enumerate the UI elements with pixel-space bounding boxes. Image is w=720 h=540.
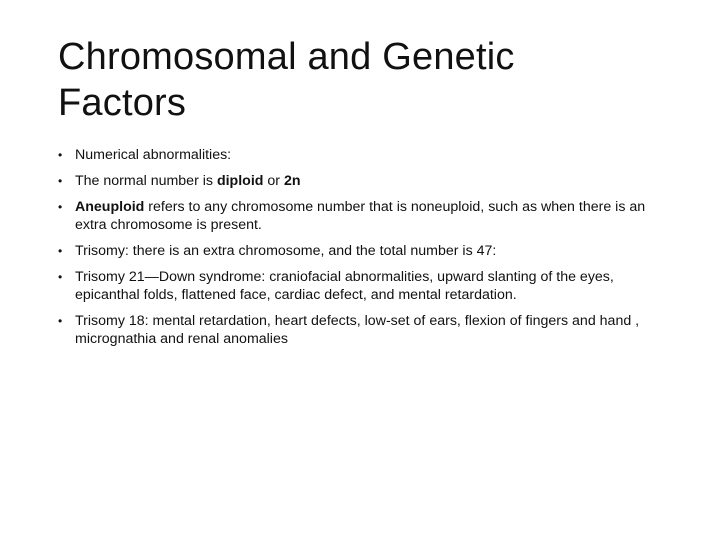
bullet-text: Trisomy 18: mental retardation, heart defects, low-set of ears, flexion of fingers and hand , micrognathia and renal anomalies xyxy=(75,313,640,347)
bullet-text-part: or xyxy=(263,173,284,189)
title-line-2: Factors xyxy=(58,82,187,124)
slide-title xyxy=(58,34,678,126)
bullet-item-aneuploid xyxy=(58,198,668,234)
bullet-item-trisomy xyxy=(58,242,668,260)
bullet-dot-icon: • xyxy=(58,174,63,188)
bullet-bold-term: 2n xyxy=(283,173,301,189)
bullet-list xyxy=(58,146,668,348)
bullet-text: Trisomy: there is an extra chromosome, and the total number is 47: xyxy=(75,243,497,259)
bullet-text: refers to any chromosome number that is noneuploid, such as when there is an extra chromosome is present. xyxy=(75,199,646,233)
bullet-bold-term: Aneuploid xyxy=(75,199,145,215)
bullet-item-trisomy-18 xyxy=(58,312,668,348)
bullet-dot-icon: • xyxy=(58,148,63,162)
bullet-item-trisomy-21 xyxy=(58,268,668,304)
bullet-item-numerical xyxy=(58,146,668,164)
title-line-1: Chromosomal and Genetic xyxy=(58,36,515,78)
bullet-dot-icon: • xyxy=(58,244,63,258)
bullet-text: Trisomy 21—Down syndrome: craniofacial abnormalities, upward slanting of the eyes, epicanthal folds, flattened face, cardiac defect, and mental retardation. xyxy=(75,269,614,303)
bullet-bold-term: diploid xyxy=(216,173,264,189)
bullet-dot-icon: • xyxy=(58,200,63,214)
bullet-dot-icon: • xyxy=(58,270,63,284)
bullet-text: Numerical abnormalities: xyxy=(75,147,232,163)
bullet-text-part: The normal number is xyxy=(75,173,217,189)
bullet-item-normal-number xyxy=(58,172,668,190)
bullet-dot-icon: • xyxy=(58,314,63,328)
